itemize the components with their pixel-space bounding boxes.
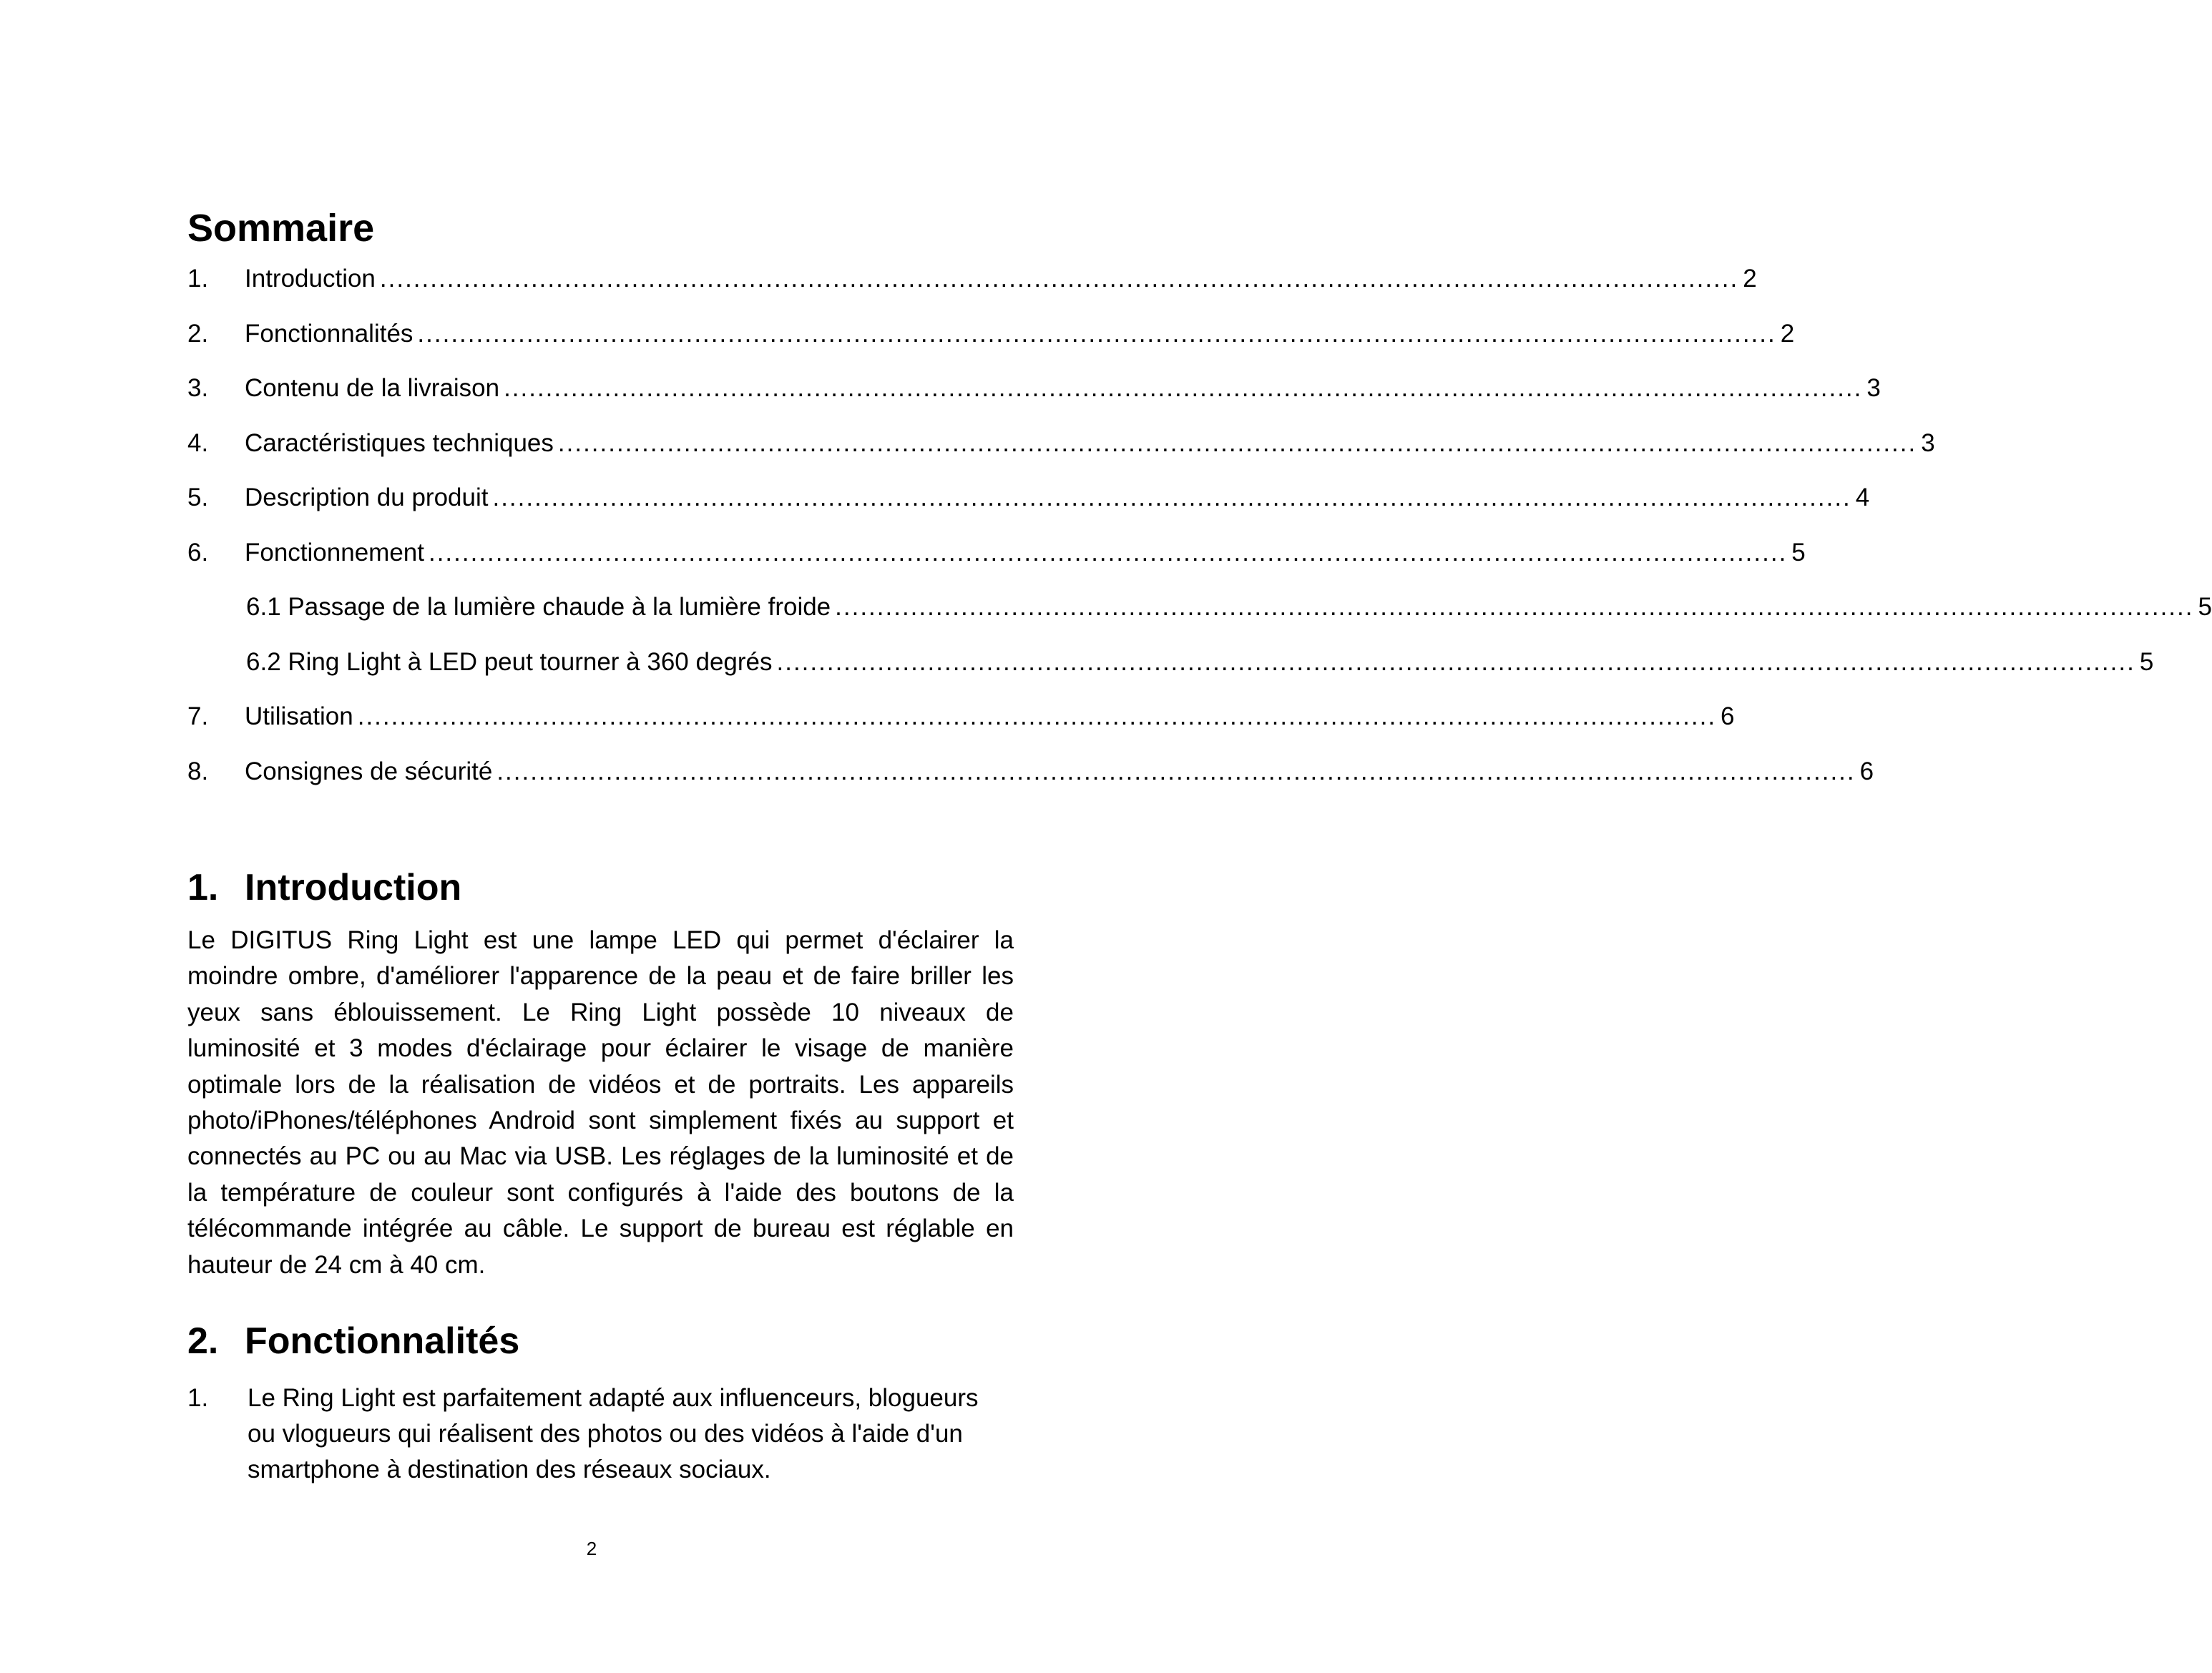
list-item xyxy=(187,1380,996,1488)
toc-dot-leader: .................................................................................................................................................................. xyxy=(379,265,1739,293)
toc-item-number: 7. xyxy=(187,702,209,731)
introduction-heading xyxy=(187,863,461,913)
toc-dot-leader: .................................................................................................................................................................. xyxy=(835,593,2194,622)
toc-item-label: Description du produit xyxy=(245,484,489,512)
toc-item-page: 6 xyxy=(1859,757,1874,785)
toc-item-fonctionnalites[interactable] xyxy=(187,307,1795,362)
section-number: 1. xyxy=(187,867,219,908)
toc-dot-leader: .................................................................................................................................................................. xyxy=(504,374,1863,403)
toc-dot-leader: .................................................................................................................................................................. xyxy=(496,757,1856,785)
toc-item-introduction[interactable] xyxy=(187,252,1757,307)
toc-item-label: Fonctionnement xyxy=(245,538,424,566)
toc-dot-leader: .................................................................................................................................................................. xyxy=(428,538,1788,566)
toc-item-page: 5 xyxy=(2198,593,2212,622)
toc-item-consignes[interactable] xyxy=(187,745,1874,800)
toc-title: Sommaire xyxy=(187,207,375,250)
table-of-contents xyxy=(187,252,2212,799)
toc-item-number: 3. xyxy=(187,374,209,403)
toc-item-page: 2 xyxy=(1780,319,1795,348)
toc-dot-leader: .................................................................................................................................................................. xyxy=(557,428,1917,457)
toc-item-label: Contenu de la livraison xyxy=(245,374,500,403)
introduction-paragraph: Le DIGITUS Ring Light est une lampe LED qui permet d'éclairer la moindre ombre, d'améliorer l'apparence de la peau et de faire briller les yeux sans éblouissement. Le Ring Light possède 10 niveaux de luminosité et 3 modes d'éclairage pour éclairer le visage de manière optimale lors de la réalisation de vidéos et de portraits. Les appareils photo/iPhones/téléphones Android sont simplement fixés au support et connectés au PC ou au Mac via USB. Les réglages de la luminosité et de la température de couleur sont configurés à l'aide des boutons de la télécommande intégrée au câble. Le support de bureau est réglable en hauteur de 24 cm à 40 cm. xyxy=(187,926,1014,1279)
toc-dot-leader: .................................................................................................................................................................. xyxy=(357,702,1717,731)
toc-item-number: 1. xyxy=(187,265,209,293)
toc-item-number: 2. xyxy=(187,319,209,348)
list-item-text: Le Ring Light est parfaitement adapté aux influenceurs, blogueurs ou vlogueurs qui réalisent des photos ou des vidéos à l'aide d'un smartphone à destination des réseaux sociaux. xyxy=(248,1384,979,1483)
toc-item-utilisation[interactable] xyxy=(187,690,1735,745)
toc-item-page: 4 xyxy=(1855,484,1870,512)
toc-item-passage-lumiere[interactable] xyxy=(187,580,2212,635)
section-number: 2. xyxy=(187,1320,219,1362)
toc-item-number: 8. xyxy=(187,757,209,785)
toc-dot-leader: .................................................................................................................................................................. xyxy=(492,484,1851,512)
list-item-number: 1. xyxy=(187,1384,209,1412)
section-title: Introduction xyxy=(245,867,462,908)
toc-item-number: 4. xyxy=(187,428,209,457)
toc-item-number: 5. xyxy=(187,484,209,512)
toc-item-caracteristiques[interactable] xyxy=(187,416,1935,471)
toc-item-page: 3 xyxy=(1921,428,1935,457)
toc-item-label: Consignes de sécurité xyxy=(245,757,493,785)
toc-item-contenu[interactable] xyxy=(187,361,1881,416)
toc-item-page: 5 xyxy=(2139,647,2154,676)
toc-item-label: Caractéristiques techniques xyxy=(245,428,554,457)
toc-item-page: 5 xyxy=(1791,538,1806,566)
toc-item-description[interactable] xyxy=(187,471,1870,526)
features-heading xyxy=(187,1316,519,1366)
toc-item-rotation-360[interactable] xyxy=(187,635,2154,690)
toc-item-page: 3 xyxy=(1866,374,1881,403)
toc-item-fonctionnement[interactable] xyxy=(187,526,1806,581)
toc-item-label: 6.1 Passage de la lumière chaude à la lumière froide xyxy=(246,593,831,622)
toc-item-page: 6 xyxy=(1721,702,1735,731)
toc-item-label: 6.2 Ring Light à LED peut tourner à 360 degrés xyxy=(246,647,773,676)
toc-item-label: Utilisation xyxy=(245,702,353,731)
section-title: Fonctionnalités xyxy=(245,1320,520,1362)
features-list xyxy=(187,1380,996,1488)
toc-item-label: Introduction xyxy=(245,265,376,293)
toc-item-number: 6. xyxy=(187,538,209,566)
toc-item-page: 2 xyxy=(1743,265,1757,293)
toc-item-label: Fonctionnalités xyxy=(245,319,413,348)
toc-dot-leader: .................................................................................................................................................................. xyxy=(776,647,2135,676)
toc-dot-leader: .................................................................................................................................................................. xyxy=(417,319,1776,348)
page-number: 2 xyxy=(586,1538,597,1559)
